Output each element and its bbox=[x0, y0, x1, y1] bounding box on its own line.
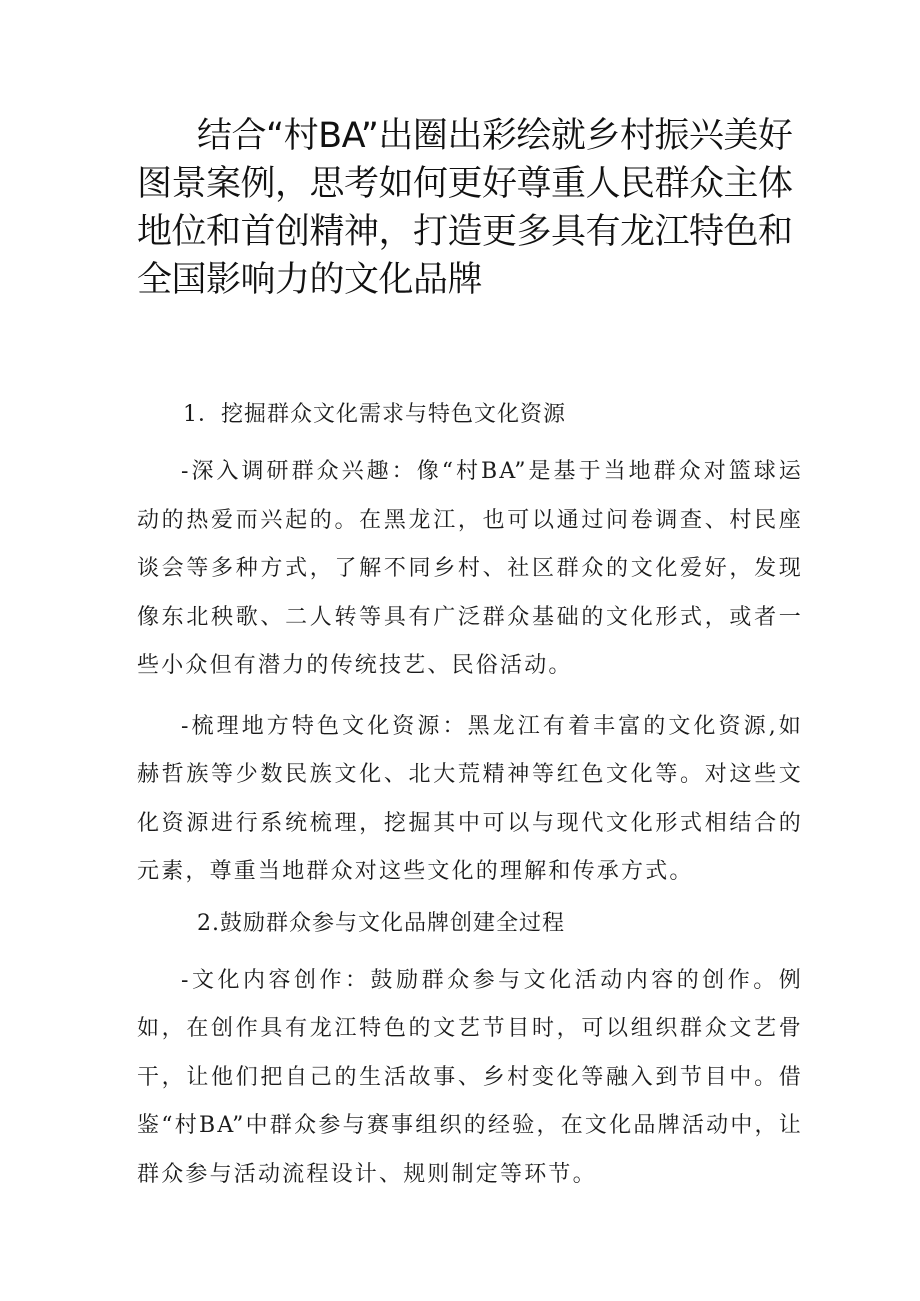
section-heading: 1．挖掘群众文化需求与特色文化资源 bbox=[183, 402, 566, 427]
paragraph: -文化内容创作：鼓励群众参与文化活动内容的创作。例如，在创作具有龙江特色的文艺节目时，可以组织群众文艺骨干，让他们把自己的生活故事、乡村变化等融入到节目中。借鉴“村BA”中群众参与赛事组织的经验，在文化品牌活动中，让群众参与活动流程设计、规则制定等环节。 bbox=[137, 967, 803, 1187]
paragraph: -深入调研群众兴趣：像“村BA”是基于当地群众对篮球运动的热爱而兴起的。在黑龙江，也可以通过问卷调查、村民座谈会等多种方式，了解不同乡村、社区群众的文化爱好，发现像东北秧歌、二人转等具有广泛群众基础的文化形式，或者一些小众但有潜力的传统技艺、民俗活动。 bbox=[137, 459, 803, 678]
paragraph: -梳理地方特色文化资源：黑龙江有着丰富的文化资源,如赫哲族等少数民族文化、北大荒精神等红色文化等。对这些文化资源进行系统梳理，挖掘其中可以与现代文化形式相结合的元素，尊重当地群众对这些文化的理解和传承方式。 bbox=[137, 713, 803, 884]
document-title: 结合“村BA”出圈出彩绘就乡村振兴美好图景案例，思考如何更好尊重人民群众主体地位和首创精神，打造更多具有龙江特色和全国影响力的文化品牌 bbox=[137, 116, 793, 300]
document-body bbox=[137, 400, 803, 1211]
section-2 bbox=[137, 909, 803, 1200]
section-heading: 2.鼓励群众参与文化品牌创建全过程 bbox=[197, 910, 565, 936]
section-1 bbox=[137, 400, 803, 897]
